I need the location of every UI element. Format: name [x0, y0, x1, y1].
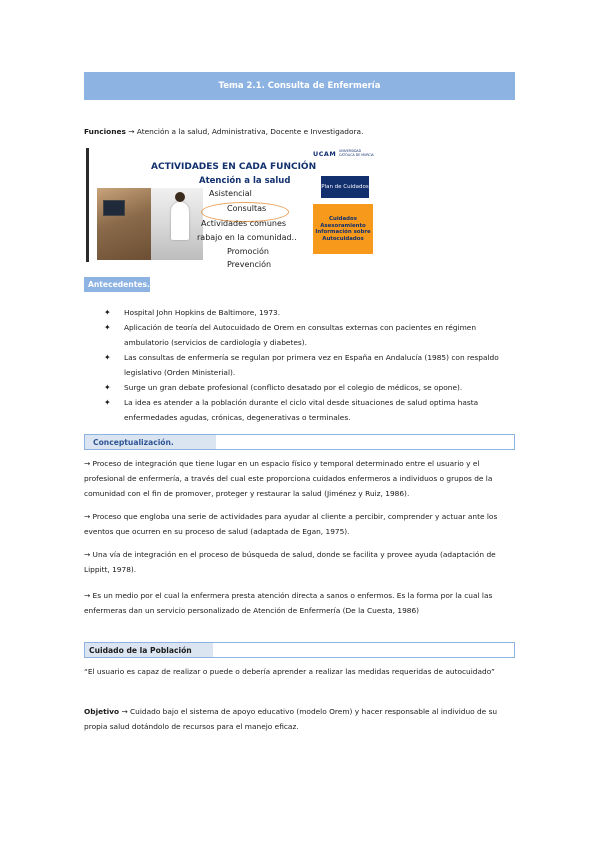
star-bullet-icon: ✦ [104, 323, 111, 332]
star-bullet-icon: ✦ [104, 398, 111, 407]
image-item-promocion: Promoción [227, 247, 269, 256]
photo-left [97, 188, 155, 260]
cuidado-quote: “El usuario es capaz de realizar o puede o debería aprender a realizar las medidas requeridas de autocuidado” [84, 667, 495, 676]
image-item-prevencion: Prevención [227, 260, 272, 269]
monitor-shape [103, 200, 125, 216]
arrow-icon: → [128, 127, 135, 136]
list-item-text: Hospital John Hopkins de Baltimore, 1973. [124, 308, 281, 317]
list-item-text: Aplicación de teoría del Autocuidado de Orem en consultas externas con pacientes en régimen ambulatorio (servicios de cardiología y diabetes). [124, 323, 477, 347]
arrow-icon: → [121, 707, 128, 716]
concept-paragraph-1: → Proceso de integración que tiene lugar en un espacio físico y temporal determinado entre el usuario y el profesional de enfermería, a través del cual este proporciona cuidados enfermeros a individuos o grupos de la comunidad con el fin de promover, proteger y restaurar la salud (Jiménez y Ruiz, 1986). [84, 459, 493, 498]
ucam-subtitle: UNIVERSIDAD CATÓLICA DE MURCIA [339, 149, 374, 157]
objetivo-text: Cuidado bajo el sistema de apoyo educativo (modelo Orem) y hacer responsable al individuo de su propia salud dotándolo de recursos para el manejo eficaz. [84, 707, 498, 731]
list-item [104, 305, 516, 320]
cuidado-heading-text: Cuidado de la Población [89, 645, 192, 655]
image-item-consultas: Consultas [227, 204, 267, 213]
plan-cuidados-box: Plan de Cuidados [321, 176, 369, 198]
list-item-text: Surge un gran debate profesional (conflicto desatado por el colegio de médicos, se opone). [124, 383, 463, 392]
page-title: Tema 2.1. Consulta de Enfermería [84, 72, 515, 100]
antecedentes-list [104, 305, 516, 425]
activities-image [86, 148, 379, 269]
funciones-label: Funciones [84, 127, 126, 136]
concept-paragraph-4: → Es un medio por el cual la enfermera presta atención directa a sanos o enfermos. Es la forma por la cual las enfermeras dan un servicio personalizado de Atención de Enfermería (De la Cuesta, 1986) [84, 591, 493, 615]
concept-paragraph-3: → Una vía de integración en el proceso de búsqueda de salud, donde se facilita y provee ayuda (adaptación de Lippitt, 1978). [84, 550, 496, 574]
cuidado-heading [84, 642, 515, 658]
star-bullet-icon: ✦ [104, 353, 111, 362]
star-bullet-icon: ✦ [104, 308, 111, 317]
list-item-text: La idea es atender a la población durante el ciclo vital desde situaciones de salud optima hasta enfermedades agudas, crónicas, degenerativas o terminales. [124, 398, 479, 422]
image-item-asistencial: Asistencial [209, 189, 252, 198]
image-heading: ACTIVIDADES EN CADA FUNCIÓN [151, 162, 317, 172]
conceptualizacion-heading [84, 434, 515, 450]
image-item-trabajo: rabajo en la comunidad.. [197, 233, 297, 242]
cuidados-box: Cuidados Asesoramiento Información sobre Autocuidados [313, 204, 373, 254]
list-item [104, 320, 516, 350]
conceptualizacion-heading-text: Conceptualización. [93, 437, 174, 447]
list-item-text: Las consultas de enfermería se regulan por primera vez en España en Andalucía (1985) con respaldo legislativo (Orden Ministerial). [124, 353, 499, 377]
objetivo-paragraph [84, 704, 516, 734]
funciones-text: Atención a la salud, Administrativa, Docente e Investigadora. [134, 127, 364, 136]
ucam-logo: UCAM [313, 150, 337, 158]
objetivo-label: Objetivo [84, 707, 120, 716]
star-bullet-icon: ✦ [104, 383, 111, 392]
funciones-paragraph [84, 124, 524, 139]
list-item [104, 395, 516, 425]
image-subheading: Atención a la salud [199, 176, 291, 186]
list-item [104, 350, 516, 380]
photo-nurse [151, 188, 203, 260]
list-item [104, 380, 516, 395]
antecedentes-heading: Antecedentes. [84, 277, 150, 292]
concept-paragraph-2: → Proceso que engloba una serie de actividades para ayudar al cliente a percibir, comprender y actuar ante los eventos que ocurren en su proceso de salud (adaptada de Egan, 1975). [84, 512, 498, 536]
image-item-actividades: Actividades comunes [201, 219, 287, 228]
